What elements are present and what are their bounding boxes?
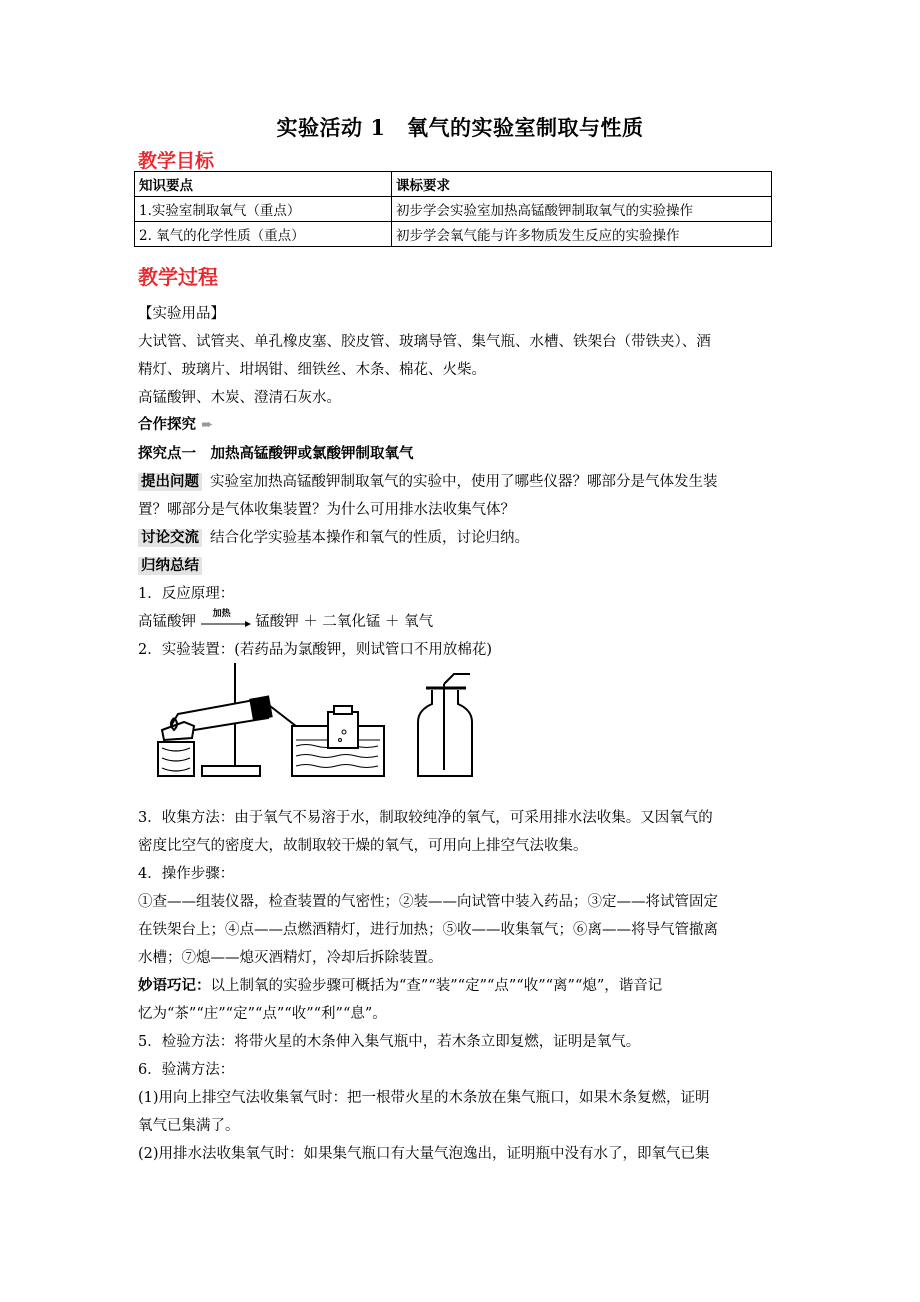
teaching-goals-heading: 教学目标 — [138, 150, 215, 172]
question-tag: 提出问题 — [138, 473, 202, 491]
test-method-line: 5．检验方法：将带火星的木条伸入集气瓶中，若木条立即复燃，证明是氧气。 — [138, 1034, 641, 1050]
reaction-arrow — [201, 609, 251, 629]
products: 锰酸钾 ＋ 二氧化锰 ＋ 氧气 — [255, 614, 434, 630]
cooperative-inquiry-label — [138, 413, 213, 434]
table-row — [135, 197, 772, 222]
table-cell: 初步学会实验室加热高锰酸钾制取氧气的实验操作 — [392, 197, 772, 222]
mnemonic-line-2: 忆为“茶”“庄”“定”“点”“收”“利”“息”。 — [138, 1006, 387, 1022]
reaction-condition: 加热 — [212, 609, 231, 619]
full-check-line: 氧气已集满了。 — [138, 1118, 240, 1134]
collection-bottle — [328, 706, 358, 748]
steps-line: 水槽；⑦熄——熄灭酒精灯，冷却后拆除装置。 — [138, 950, 443, 966]
steps-line: 在铁架台上；④点——点燃酒精灯，进行加热；⑤收——收集氧气；⑥离——将导气管撤离 — [138, 922, 718, 938]
summary-label — [138, 554, 210, 575]
alcohol-lamp — [158, 718, 194, 776]
full-check-line: (2)用排水法收集氧气时：如果集气瓶口有大量气泡逸出，证明瓶中没有水了，即氧气已集 — [138, 1146, 710, 1162]
discussion-tag: 讨论交流 — [138, 529, 202, 547]
question-line — [138, 470, 718, 491]
question-line-2: 置？哪部分是气体收集装置？为什么可用排水法收集气体？ — [138, 502, 515, 518]
mnemonic-line — [138, 974, 662, 995]
full-check-line: (1)用向上排空气法收集氧气时：把一根带火星的木条放在集气瓶口，如果木条复燃，证明 — [138, 1090, 710, 1106]
question-text: 实验室加热高锰酸钾制取氧气的实验中，使用了哪些仪器？哪部分是气体发生装 — [210, 474, 718, 490]
inquiry-point-title: 探究点一 加热高锰酸钾或氯酸钾制取氧气 — [138, 446, 414, 462]
table-cell: 1.实验室制取氧气（重点） — [135, 197, 392, 222]
mnemonic-label: 妙语巧记： — [138, 978, 211, 994]
materials-line: 大试管、试管夹、单孔橡皮塞、胶皮管、玻璃导管、集气瓶、水槽、铁架台（带铁夹）、酒 — [138, 334, 711, 350]
materials-label: 【实验用品】 — [138, 306, 225, 322]
materials-line: 精灯、玻璃片、坩埚钳、细铁丝、木条、棉花、火柴。 — [138, 362, 486, 378]
goals-table — [134, 171, 772, 247]
steps-line: ①查——组装仪器，检查装置的气密性；②装——向试管中装入药品；③定——将试管固定 — [138, 894, 718, 910]
discussion-text: 结合化学实验基本操作和氧气的性质，讨论归纳。 — [210, 530, 529, 546]
discussion-line — [138, 526, 529, 547]
mnemonic-text: 以上制氧的实验步骤可概括为“查”“装”“定”“点”“收”“离”“熄”，谐音记 — [210, 978, 663, 994]
teaching-process-heading: 教学过程 — [138, 265, 218, 289]
cooperative-inquiry-text: 合作探究 — [138, 417, 196, 433]
collection-method-line-2: 密度比空气的密度大，故制取较干燥的氧气，可用向上排空气法收集。 — [138, 838, 588, 854]
table-header-cell: 知识要点 — [135, 172, 392, 197]
collection-method-line: 3．收集方法：由于氧气不易溶于水，制取较纯净的氧气，可采用排水法收集。又因氧气的 — [138, 810, 713, 826]
apparatus-label: 2．实验装置：(若药品为氯酸钾，则试管口不用放棉花) — [138, 642, 493, 658]
steps-label: 4．操作步骤： — [138, 866, 235, 882]
reaction-equation — [138, 610, 433, 631]
chemicals-line: 高锰酸钾、木炭、澄清石灰水。 — [138, 390, 341, 406]
table-header-row — [135, 172, 772, 197]
gas-jar — [418, 674, 472, 776]
document-title: 实验活动 1 氧气的实验室制取与性质 — [276, 115, 644, 140]
summary-tag: 归纳总结 — [138, 557, 202, 575]
double-arrow-icon: ➨ — [201, 417, 214, 433]
table-cell: 初步学会氧气能与许多物质发生反应的实验操作 — [392, 222, 772, 247]
apparatus-diagram — [150, 660, 490, 785]
full-check-label: 6．验满方法： — [138, 1062, 235, 1078]
arrow-right-icon — [201, 621, 251, 627]
table-cell: 2. 氧气的化学性质（重点） — [135, 222, 392, 247]
table-row — [135, 222, 772, 247]
principle-label: 1．反应原理： — [138, 586, 235, 602]
table-header-cell: 课标要求 — [392, 172, 772, 197]
reactant: 高锰酸钾 — [138, 614, 196, 630]
